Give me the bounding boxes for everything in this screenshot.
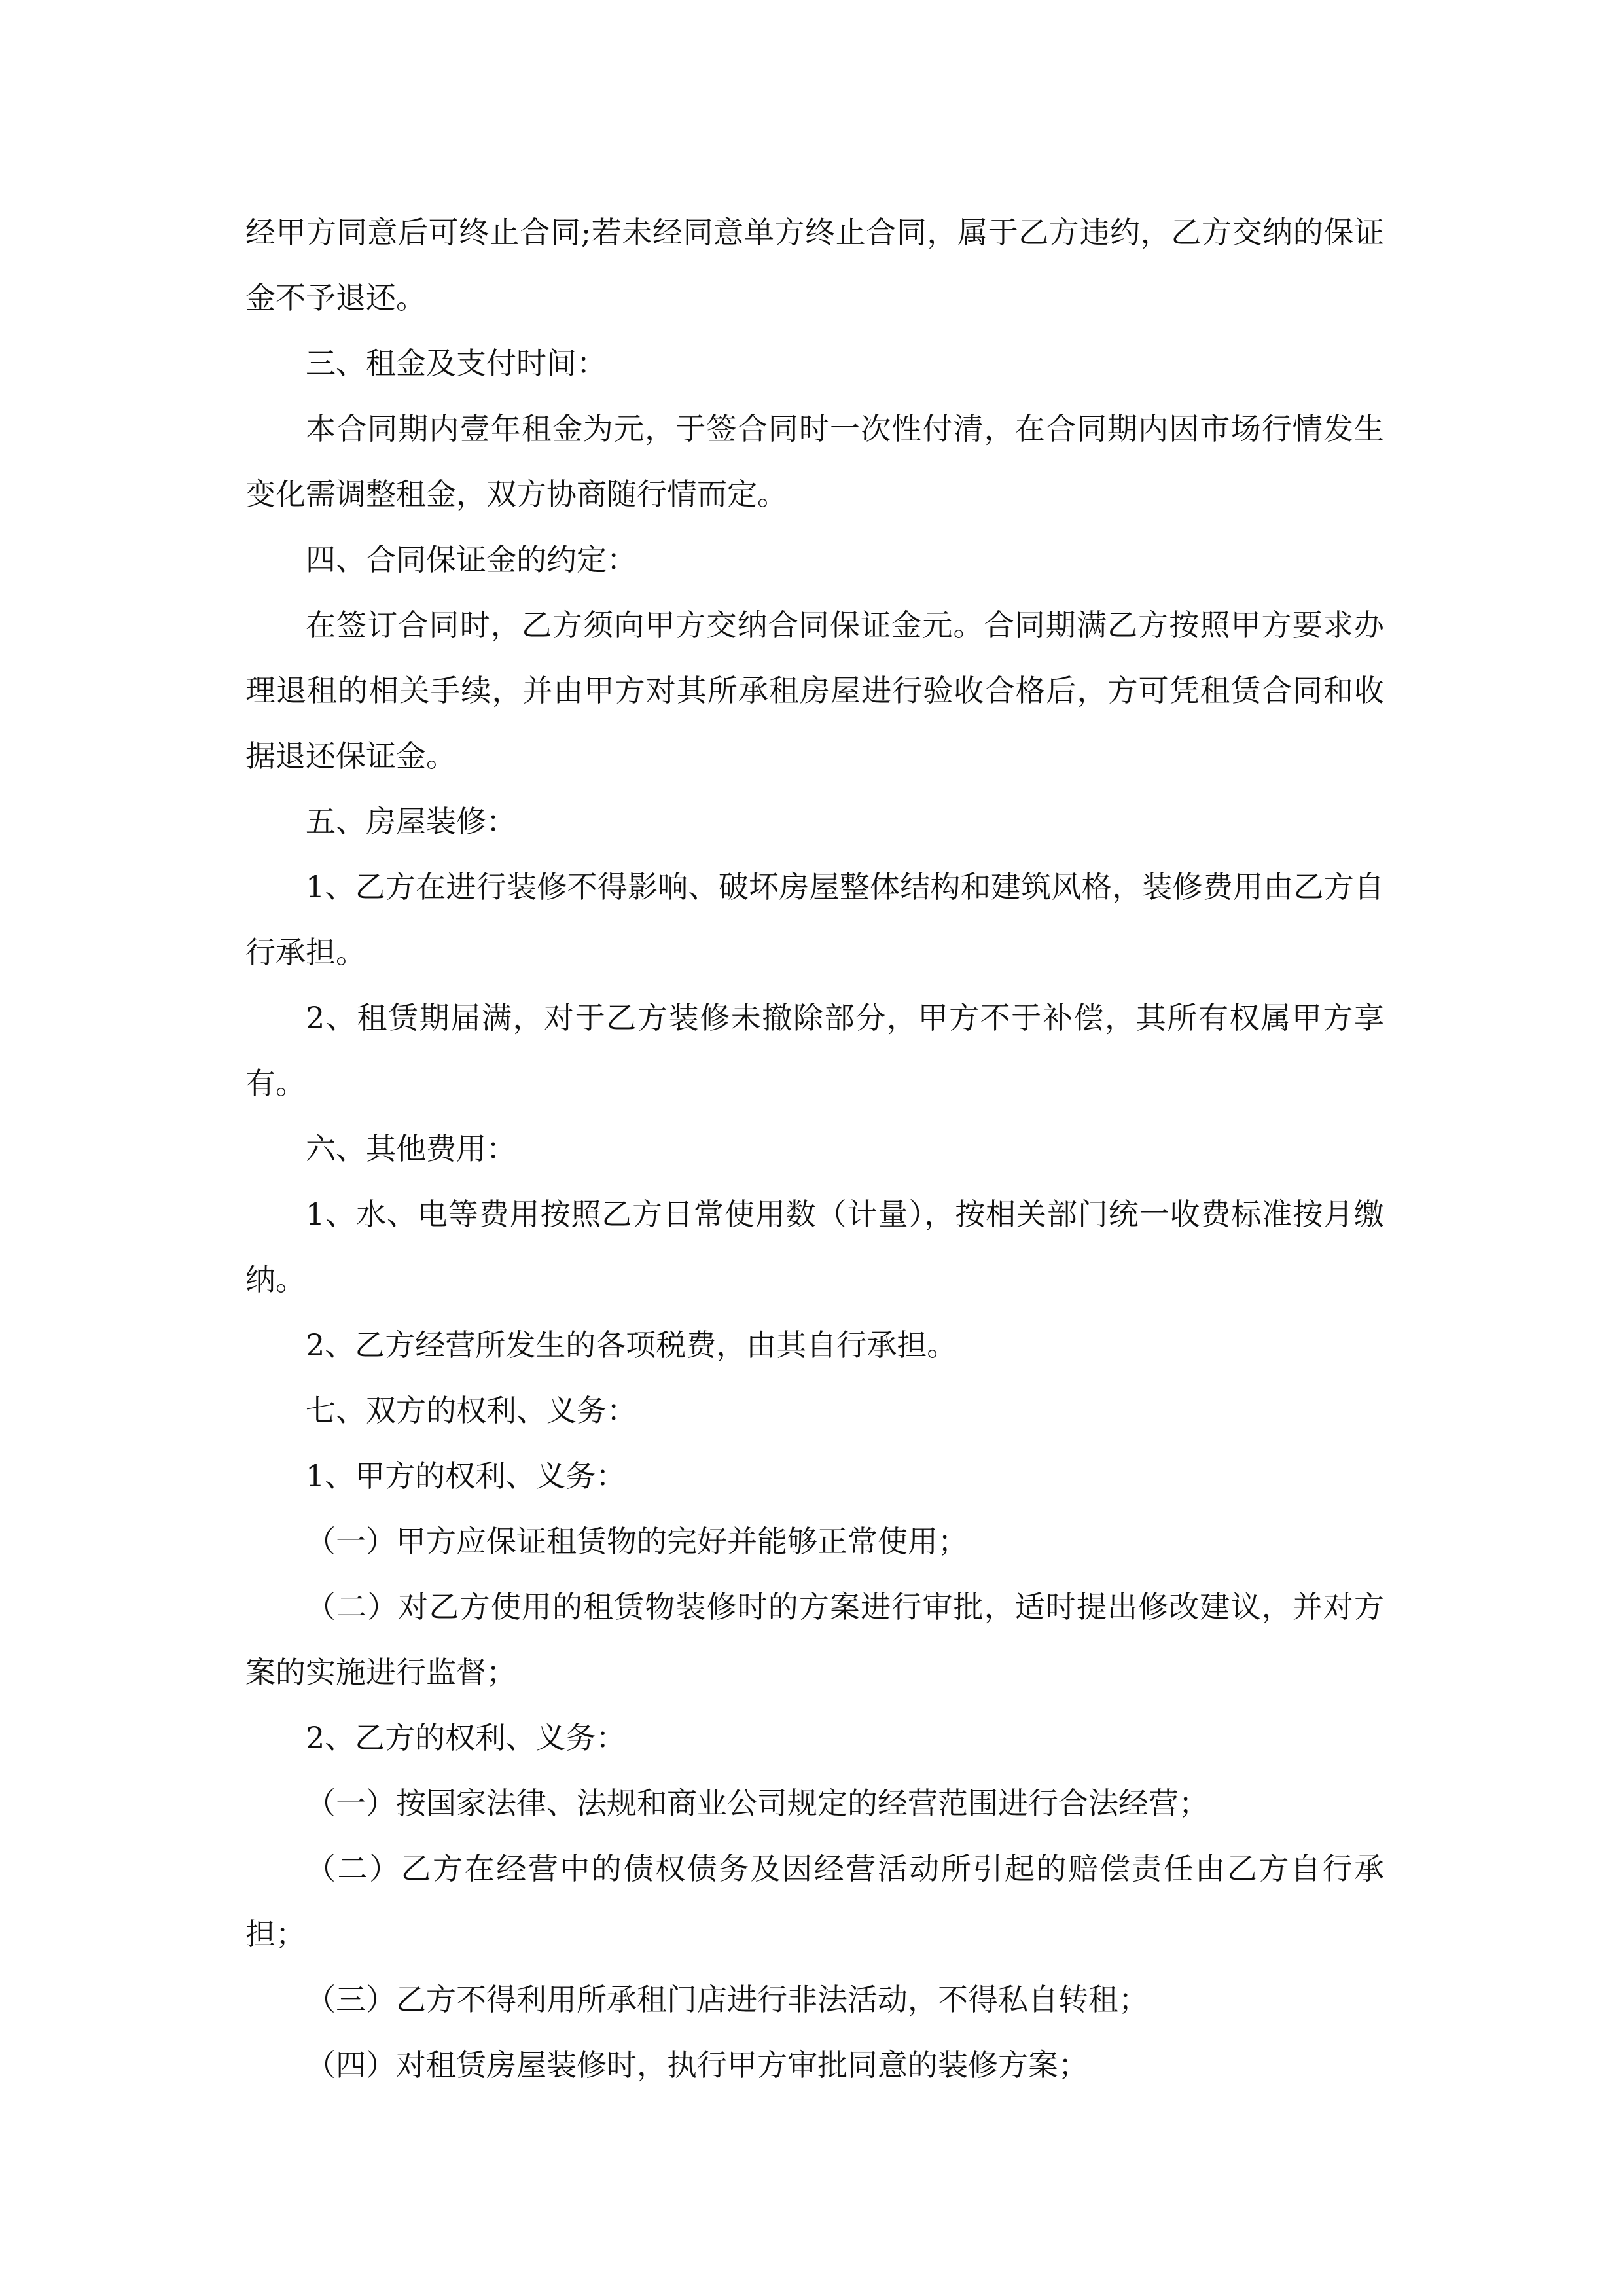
paragraph: 2、乙方经营所发生的各项税费，由其自行承担。 bbox=[306, 1327, 957, 1363]
section-heading: 六、其他费用： bbox=[306, 1131, 516, 1166]
section-heading: 三、租金及支付时间： bbox=[306, 346, 607, 381]
paragraph: 2、租赁期届满，对于乙方装修未撤除部分，甲方不于补偿，其所有权属甲方享有。 bbox=[245, 1000, 1384, 1101]
subsection-heading: 2、乙方的权利、义务： bbox=[306, 1720, 626, 1755]
paragraph: 1、乙方在进行装修不得影响、破坏房屋整体结构和建筑风格，装修费用由乙方自行承担。 bbox=[245, 869, 1384, 970]
list-item: （二）对乙方使用的租赁物装修时的方案进行审批，适时提出修改建议，并对方案的实施进行监督； bbox=[245, 1589, 1384, 1690]
paragraph: 在签订合同时，乙方须向甲方交纳合同保证金元。合同期满乙方按照甲方要求办理退租的相关手续，并由甲方对其所承租房屋进行验收合格后，方可凭租赁合同和收据退还保证金。 bbox=[245, 607, 1384, 774]
document-body bbox=[245, 200, 1384, 2098]
paragraph: 本合同期内壹年租金为元，于签合同时一次性付清，在合同期内因市场行情发生变化需调整租金，双方协商随行情而定。 bbox=[245, 411, 1384, 512]
list-item: （一）甲方应保证租赁物的完好并能够正常使用； bbox=[306, 1524, 968, 1559]
list-item: （一）按国家法律、法规和商业公司规定的经营范围进行合法经营； bbox=[306, 1785, 1209, 1821]
section-heading: 四、合同保证金的约定： bbox=[306, 542, 637, 577]
list-item: （二）乙方在经营中的债权债务及因经营活动所引起的赔偿责任由乙方自行承担； bbox=[245, 1851, 1384, 1952]
section-heading: 五、房屋装修： bbox=[306, 804, 516, 839]
list-item: （四）对租赁房屋装修时，执行甲方审批同意的装修方案； bbox=[306, 2047, 1088, 2083]
section-heading: 七、双方的权利、义务： bbox=[306, 1393, 637, 1428]
paragraph: 经甲方同意后可终止合同;若未经同意单方终止合同，属于乙方违约，乙方交纳的保证金不予退还。 bbox=[245, 215, 1384, 315]
subsection-heading: 1、甲方的权利、义务： bbox=[306, 1458, 626, 1494]
paragraph: 1、水、电等费用按照乙方日常使用数（计量），按相关部门统一收费标准按月缴纳。 bbox=[245, 1196, 1384, 1297]
list-item: （三）乙方不得利用所承租门店进行非法活动，不得私自转租； bbox=[306, 1982, 1149, 2017]
